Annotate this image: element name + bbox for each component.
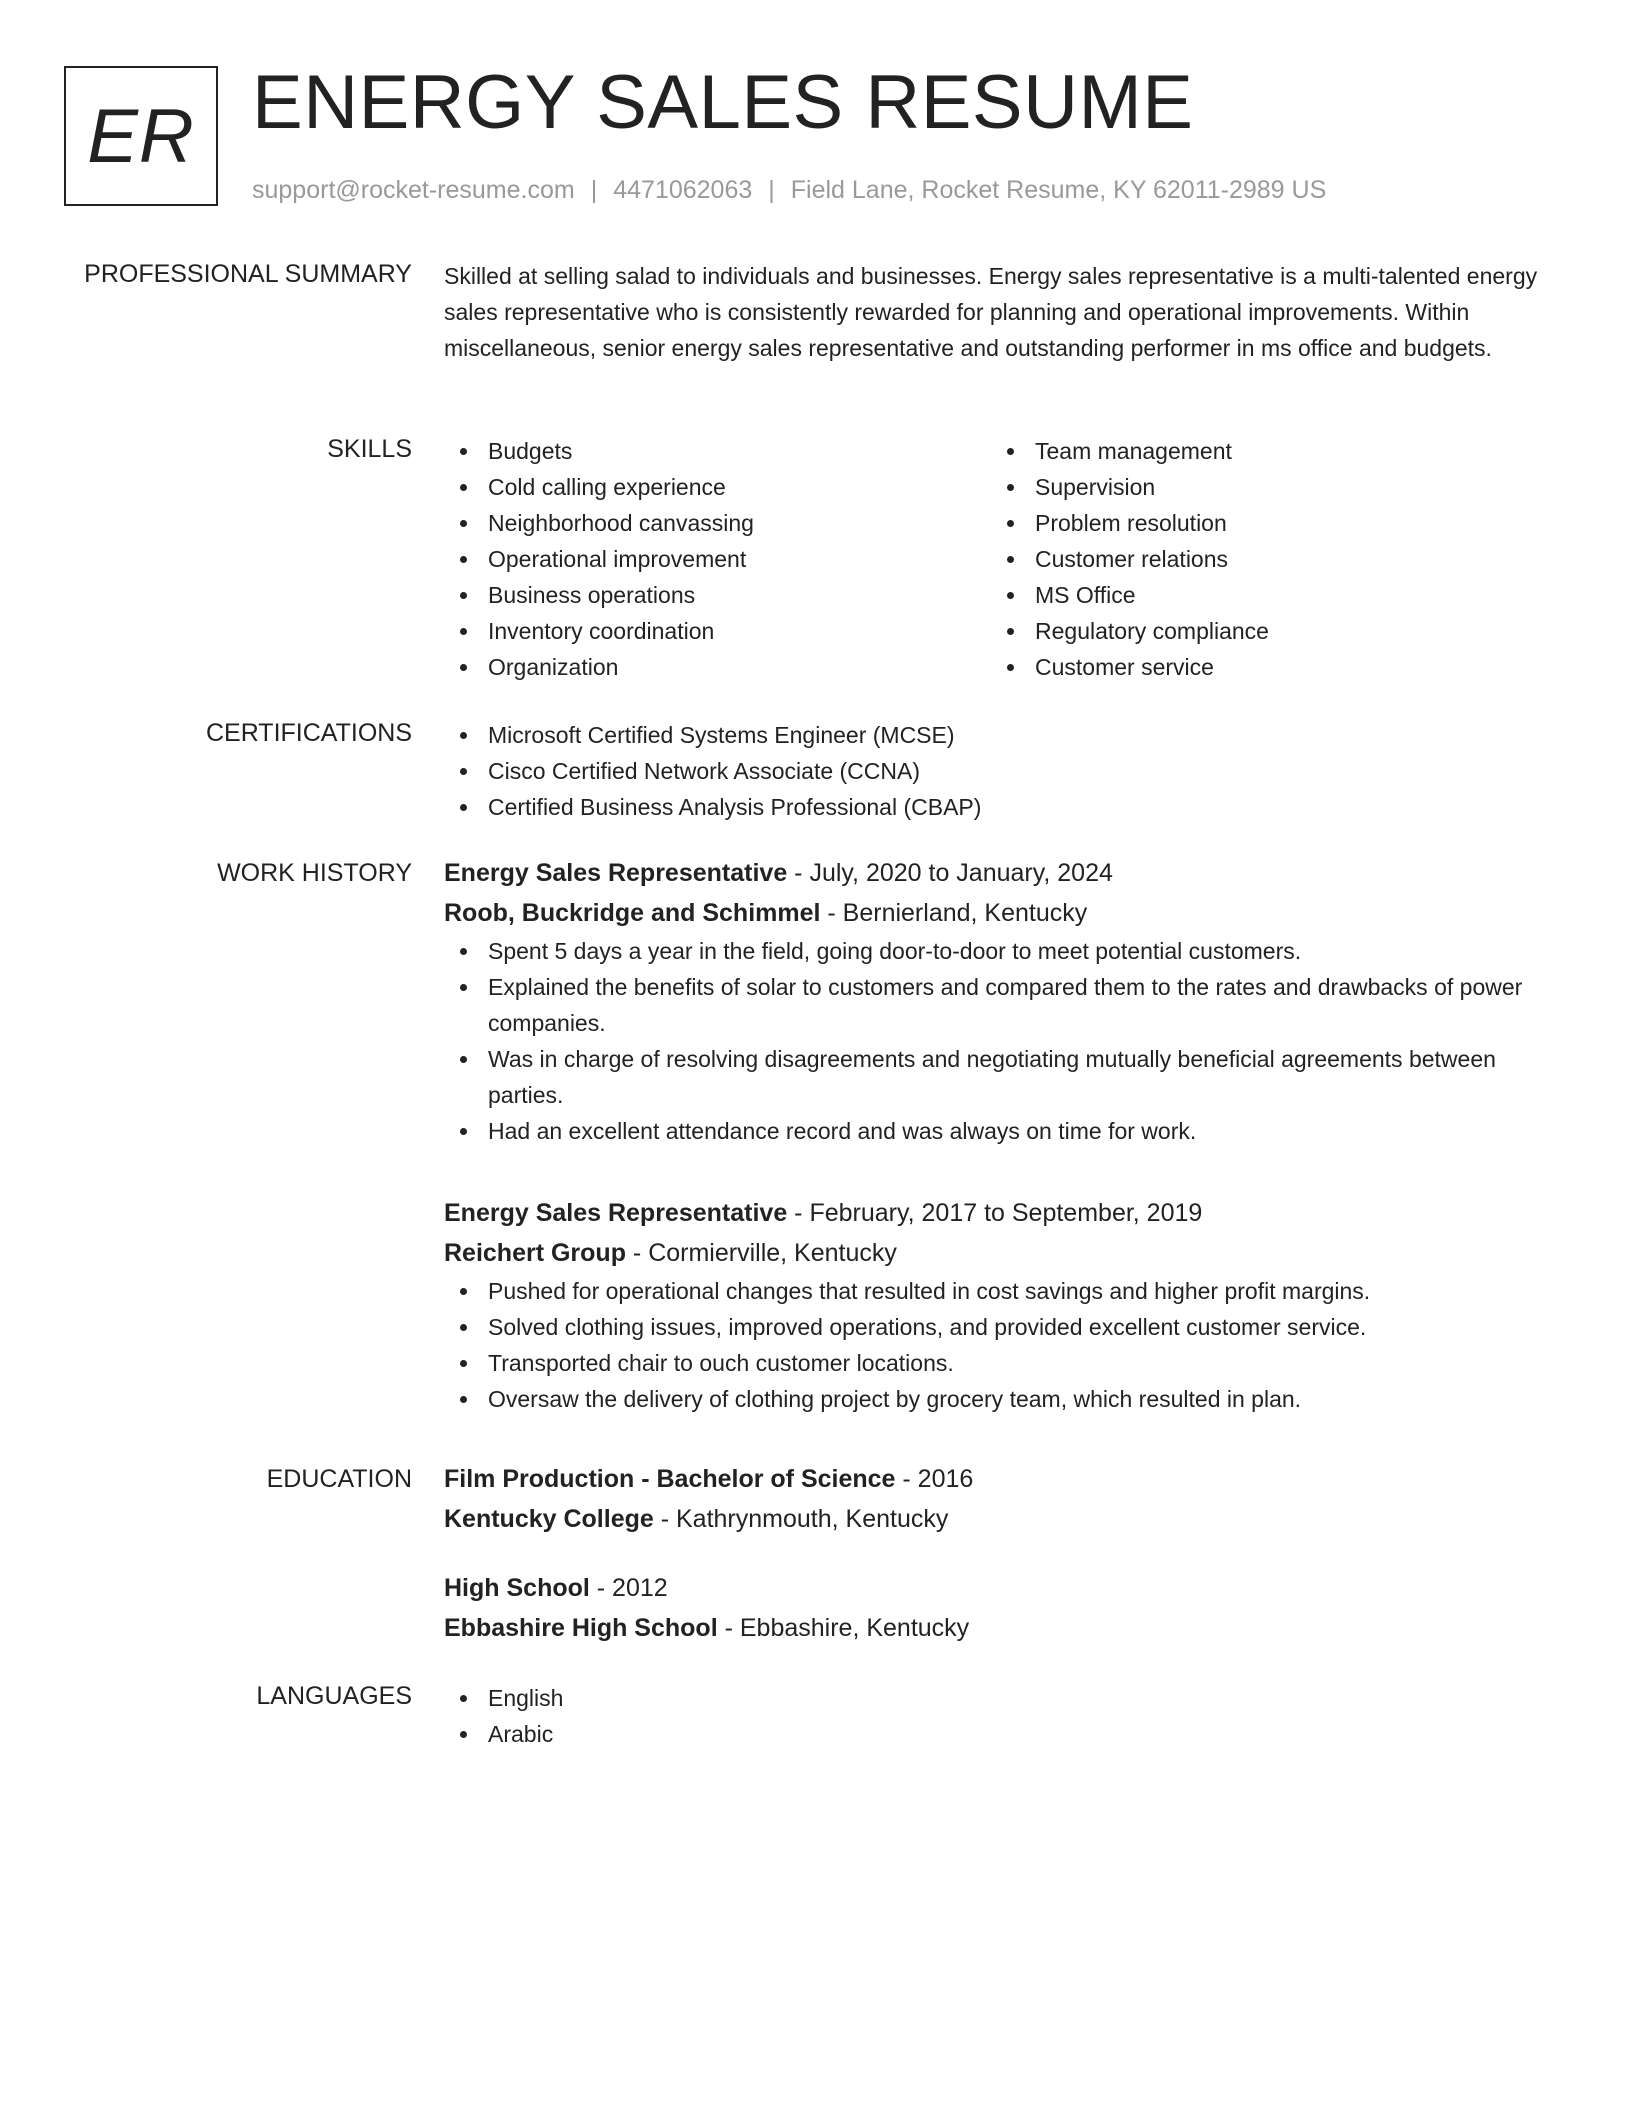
list-item: Certified Business Analysis Professional (CBAP) <box>444 789 1564 825</box>
contact-separator: | <box>590 176 598 204</box>
contact-line <box>252 174 1326 206</box>
degree: Film Production - Bachelor of Science <box>444 1465 896 1493</box>
degree: High School <box>444 1574 590 1602</box>
education-body <box>444 1459 1564 1539</box>
section-label-summary: PROFESSIONAL SUMMARY <box>84 260 412 288</box>
school-location: - Ebbashire, Kentucky <box>717 1614 970 1642</box>
job-title: Energy Sales Representative <box>444 1199 788 1227</box>
school-location: - Kathrynmouth, Kentucky <box>653 1505 949 1533</box>
school: Ebbashire High School <box>444 1614 718 1642</box>
job-company-line <box>444 893 1564 933</box>
summary-text: Skilled at selling salad to individuals and businesses. Energy sales representative is a multi-talented energy sales representative who is consistently rewarded for planning and operational improvements. Within miscellaneous, senior energy sales representative and outstanding performer in ms office and budgets. <box>444 263 1538 361</box>
skills-grid <box>444 433 1564 685</box>
job-bullets <box>444 933 1564 1149</box>
school: Kentucky College <box>444 1505 654 1533</box>
section-label-education: EDUCATION <box>266 1465 412 1493</box>
list-item: Regulatory compliance <box>991 613 1538 649</box>
certifications-list <box>444 717 1564 825</box>
job-location: - Cormierville, Kentucky <box>625 1239 897 1267</box>
list-item: Explained the benefits of solar to customers and compared them to the rates and drawbacks of power companies. <box>444 969 1564 1041</box>
list-item: Supervision <box>991 469 1538 505</box>
section-label-skills: SKILLS <box>327 435 412 463</box>
list-item: Had an excellent attendance record and was always on time for work. <box>444 1113 1564 1149</box>
degree-line <box>444 1459 1564 1499</box>
job-title: Energy Sales Representative <box>444 859 788 887</box>
certifications-body <box>444 717 1564 825</box>
languages-list <box>444 1680 1564 1752</box>
contact-address: Field Lane, Rocket Resume, KY 62011-2989 US <box>790 176 1327 204</box>
job-company: Reichert Group <box>444 1239 626 1267</box>
list-item: MS Office <box>991 577 1538 613</box>
job-title-line <box>444 1193 1564 1233</box>
list-item: Problem resolution <box>991 505 1538 541</box>
list-item: Arabic <box>444 1716 1564 1752</box>
school-line <box>444 1499 1564 1539</box>
list-item: Inventory coordination <box>444 613 991 649</box>
list-item: Cold calling experience <box>444 469 991 505</box>
section-label-work-history: WORK HISTORY <box>217 859 412 887</box>
list-item: Cisco Certified Network Associate (CCNA) <box>444 753 1564 789</box>
resume-title: ENERGY SALES RESUME <box>252 60 1194 145</box>
list-item: Solved clothing issues, improved operations, and provided excellent customer service. <box>444 1309 1564 1345</box>
list-item: English <box>444 1680 1564 1716</box>
contact-phone: 4471062063 <box>613 176 753 204</box>
list-item: Customer service <box>991 649 1538 685</box>
job-body <box>444 853 1564 1149</box>
school-line <box>444 1608 1564 1648</box>
summary-body <box>444 258 1564 366</box>
job-company-line <box>444 1233 1564 1273</box>
job-title-line <box>444 853 1564 893</box>
graduation-year: - 2012 <box>589 1574 668 1602</box>
education-body <box>444 1568 1564 1648</box>
list-item: Budgets <box>444 433 991 469</box>
list-item: Operational improvement <box>444 541 991 577</box>
section-label-languages: LANGUAGES <box>256 1682 412 1710</box>
contact-email: support@rocket-resume.com <box>252 176 575 204</box>
degree-line <box>444 1568 1564 1608</box>
job-body <box>444 1193 1564 1417</box>
monogram-badge: ER <box>64 66 218 206</box>
list-item: Transported chair to ouch customer locations. <box>444 1345 1564 1381</box>
skills-list-left <box>444 433 991 685</box>
job-dates: - February, 2017 to September, 2019 <box>787 1199 1203 1227</box>
list-item: Organization <box>444 649 991 685</box>
list-item: Spent 5 days a year in the field, going door-to-door to meet potential customers. <box>444 933 1564 969</box>
list-item: Customer relations <box>991 541 1538 577</box>
graduation-year: - 2016 <box>895 1465 974 1493</box>
contact-separator: | <box>768 176 775 204</box>
list-item: Was in charge of resolving disagreements and negotiating mutually beneficial agreements between parties. <box>444 1041 1564 1113</box>
list-item: Microsoft Certified Systems Engineer (MCSE) <box>444 717 1564 753</box>
job-bullets <box>444 1273 1564 1417</box>
list-item: Pushed for operational changes that resulted in cost savings and higher profit margins. <box>444 1273 1564 1309</box>
languages-body <box>444 1680 1564 1752</box>
job-location: - Bernierland, Kentucky <box>820 899 1088 927</box>
section-label-certifications: CERTIFICATIONS <box>205 719 412 747</box>
job-company: Roob, Buckridge and Schimmel <box>444 899 821 927</box>
list-item: Business operations <box>444 577 991 613</box>
list-item: Team management <box>991 433 1538 469</box>
skills-list-right <box>991 433 1538 685</box>
list-item: Oversaw the delivery of clothing project by grocery team, which resulted in plan. <box>444 1381 1564 1417</box>
job-dates: - July, 2020 to January, 2024 <box>787 859 1113 887</box>
list-item: Neighborhood canvassing <box>444 505 991 541</box>
